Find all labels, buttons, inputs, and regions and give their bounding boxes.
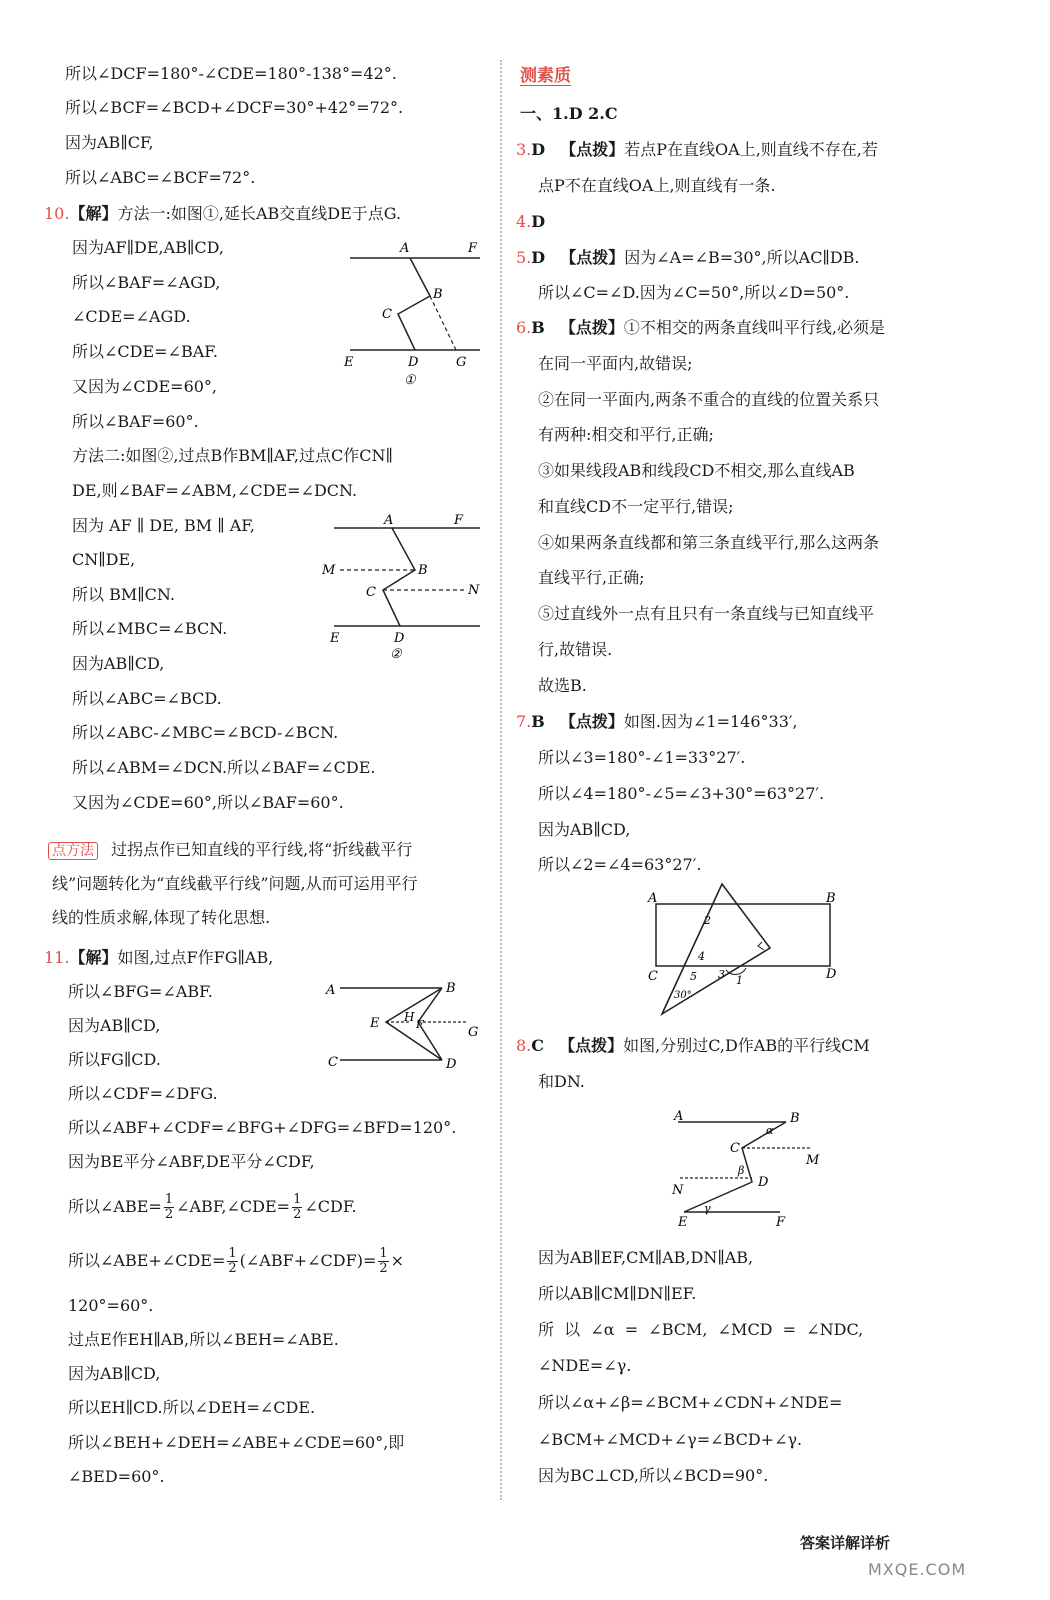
text-line: 行,故错误. [538,640,613,659]
text-line: 所以∠BEH+∠DEH=∠ABE+∠CDE=60°,即 [68,1433,405,1452]
label-B: B [433,287,443,302]
text-line: 所以∠α+∠β=∠BCM+∠CDN+∠NDE= [538,1393,843,1412]
label-angle-3: 3 [718,968,725,981]
text-line: ④如果两条直线都和第三条直线平行,那么这两条 [538,533,880,552]
question-11-header [44,948,273,968]
text-line: 120°=60°. [68,1296,154,1315]
text-span: (∠ABF+∠CDF)= [239,1251,377,1270]
text-line: 所以∠BAF=60°. [72,412,199,431]
text-line: 因为BC⊥CD,所以∠BCD=90°. [538,1466,769,1485]
solution-tag: 【解】 [69,948,118,967]
label-angle-4: 4 [698,950,705,963]
answer: B [531,318,545,337]
label-E: E [330,631,340,646]
label-C: C [328,1055,338,1070]
text-line: 所以∠BAF=∠AGD, [72,273,221,292]
label-A: A [648,891,658,906]
text-span: 所以∠ABE+∠CDE= [68,1251,226,1270]
text-line: ∠CDE=∠AGD. [72,307,191,326]
hint-tag: 【点拨】 [560,248,625,267]
label-A: A [326,983,336,998]
text-line: ⑤过直线外一点有且只有一条直线与已知直线平 [538,604,875,623]
text-line: 因为AB∥EF,CM∥AB,DN∥AB, [538,1248,754,1267]
sum-angle-line [68,1244,404,1278]
half-angle-line [68,1190,357,1224]
question-number: 3. [516,140,532,159]
text-line: 和DN. [538,1072,585,1091]
text-line: 所 以 ∠α = ∠BCM, ∠MCD = ∠NDC, [538,1320,864,1339]
question-10-header [44,204,401,224]
solution-tag: 【解】 [69,204,118,223]
text-span: ①不相交的两条直线叫平行线,必须是 [623,318,885,337]
text-line: 因为AB∥CD, [538,820,631,839]
text-line: 所以∠BCF=∠BCD+∠DCF=30°+42°=72°. [65,98,404,117]
text-span: 因为∠A=∠B=30°,所以AC∥DB. [624,248,860,267]
figure-q8 [660,1106,830,1234]
text-line: 所以∠2=∠4=63°27′. [538,855,702,874]
question-number: 6. [516,318,532,337]
label-angle-1: 1 [736,974,743,987]
text-line: 所以∠ABC-∠MBC=∠BCD-∠BCN. [72,723,339,742]
label-B: B [446,981,456,996]
text-line: 因为 AF ∥ DE, BM ∥ AF, [72,516,255,535]
label-F: F [454,513,464,528]
text-line: 因为AB∥CD, [68,1016,161,1035]
figure-q11 [322,976,487,1072]
question-number: 8. [516,1036,532,1055]
label-F: F [468,241,478,256]
question-6 [516,318,885,338]
label-A: A [400,241,410,256]
hint-tag: 【点拨】 [560,140,625,159]
label-B: B [826,891,836,906]
answer: D [531,140,546,159]
label-N: N [672,1183,684,1198]
text-line: 过点E作EH∥AB,所以∠BEH=∠ABE. [68,1330,339,1349]
text-line: 故选B. [538,676,587,695]
text-line: 因为AB∥CD, [72,654,165,673]
question-4 [516,212,545,232]
text-line: 所以∠ABC=∠BCD. [72,689,222,708]
tip-text-line: 线”问题转化为“直线截平行线”问题,从而可运用平行 [52,874,418,893]
question-number: 4. [516,212,532,231]
text-line: 所以∠DCF=180°-∠CDE=180°-138°=42°. [65,64,397,83]
answer: D [531,212,546,231]
text-line: 所以 BM∥CN. [72,585,175,604]
text-span: 所以∠ABE= [68,1197,162,1216]
text-line: 所以AB∥CM∥DN∥EF. [538,1284,697,1303]
label-D: D [826,967,837,982]
text-line: 点P不在直线OA上,则直线有一条. [538,176,776,195]
label-B: B [418,563,428,578]
label-N: N [468,583,480,598]
question-3 [516,140,878,160]
text-line: 所以∠MBC=∠BCN. [72,619,228,638]
watermark: MXQE.COM [868,1560,967,1579]
text-span: × [390,1251,405,1270]
text-line: 又因为∠CDE=60°,所以∠BAF=60°. [72,793,344,812]
text-line: 所以∠ABM=∠DCN.所以∠BAF=∠CDE. [72,758,376,777]
text-line: 所以EH∥CD.所以∠DEH=∠CDE. [68,1398,316,1417]
text-line: CN∥DE, [72,550,136,569]
label-G: G [456,355,467,370]
hint-tag: 【点拨】 [559,318,624,337]
label-D: D [758,1175,769,1190]
text-line: ∠BCM+∠MCD+∠γ=∠BCD+∠γ. [538,1430,803,1449]
text-span: ∠ABF,∠CDE= [176,1197,291,1216]
answer: C [531,1036,544,1055]
label-gamma: γ [704,1202,711,1215]
text-line: 所以∠ABC=∠BCF=72°. [65,168,256,187]
text-line: 所以∠CDF=∠DFG. [68,1084,218,1103]
text-line: 又因为∠CDE=60°, [72,377,218,396]
text-line: 因为BE平分∠ABF,DE平分∠CDF, [68,1152,315,1171]
label-C: C [648,969,658,984]
text-line: 所以∠3=180°-∠1=33°27′. [538,748,746,767]
label-D: D [408,355,419,370]
text-line: 所以∠C=∠D.因为∠C=50°,所以∠D=50°. [538,283,850,302]
text-line: ②在同一平面内,两条不重合的直线的位置关系只 [538,390,880,409]
label-C: C [382,307,392,322]
text-span: 如图,分别过C,D作AB的平行线CM [623,1036,870,1055]
question-number: 11. [44,948,70,967]
hint-tag: 【点拨】 [559,1036,624,1055]
text-span: ∠CDF. [304,1197,357,1216]
question-number: 5. [516,248,532,267]
text-line: 有两种:相交和平行,正确; [538,425,714,444]
label-A: A [674,1109,684,1124]
text-line: ③如果线段AB和线段CD不相交,那么直线AB [538,461,855,480]
question-5 [516,248,860,268]
fraction: $\frac{1}{2}$ [164,1192,174,1222]
label-E: E [678,1215,688,1230]
figure-caption: ② [390,647,402,662]
hint-tag: 【点拨】 [559,712,624,731]
question-number: 7. [516,712,532,731]
text-line: 和直线CD不一定平行,错误; [538,497,734,516]
label-E: E [344,355,354,370]
label-F: F [416,1018,424,1031]
figure-1 [340,236,490,392]
label-angle-2: 2 [704,914,711,927]
method-tip [48,840,412,861]
label-M: M [322,563,336,578]
label-A: A [384,513,394,528]
label-angle-5: 5 [690,970,697,983]
tip-text-line: 过拐点作已知直线的平行线,将“折线截平行 [111,840,413,859]
label-B: B [790,1111,800,1126]
label-G: G [468,1025,479,1040]
label-alpha: α [766,1124,774,1137]
text-span: 若点P在直线OA上,则直线不存在,若 [624,140,878,159]
figure-caption: ① [404,373,416,388]
text-line: 因为AB∥CF, [65,133,154,152]
text-line: DE,则∠BAF=∠ABM,∠CDE=∠DCN. [72,481,358,500]
label-D: D [446,1057,457,1072]
fraction: $\frac{1}{2}$ [228,1246,237,1276]
text-line: 因为AB∥CD, [68,1364,161,1383]
text-line: ∠BED=60°. [68,1467,165,1486]
label-M: M [806,1153,820,1168]
footer-label: 答案详解详析 [800,1534,891,1552]
text-line: 所以∠CDE=∠BAF. [72,342,218,361]
label-H: H [404,1010,415,1024]
text-span: 如图.因为∠1=146°33′, [623,712,798,731]
answer: B [531,712,545,731]
text-line: 直线平行,正确; [538,568,645,587]
label-F: F [776,1215,786,1230]
method-1-intro: 方法一:如图①,延长AB交直线DE于点G. [117,204,402,223]
fraction: $\frac{1}{2}$ [379,1246,388,1276]
text-line: ∠NDE=∠γ. [538,1356,632,1375]
tip-text-line: 线的性质求解,体现了转化思想. [52,908,271,927]
text-line: 因为AF∥DE,AB∥CD, [72,238,224,257]
label-beta: β [738,1164,745,1177]
method-tip-badge: 点方法 [48,842,98,860]
fraction: $\frac{1}{2}$ [293,1192,302,1222]
answer: D [531,248,546,267]
text-line: 所以FG∥CD. [68,1050,161,1069]
answers-1-2: 一、1.D 2.C [520,104,618,123]
figure-q7 [640,880,860,1020]
figure-2 [320,512,490,664]
section-title: 测素质 [520,66,571,86]
q11-intro: 如图,过点F作FG∥AB, [117,948,274,967]
question-8 [516,1036,870,1056]
text-line: 在同一平面内,故错误; [538,354,693,373]
label-C: C [730,1141,740,1156]
label-C: C [366,585,376,600]
column-divider [500,60,502,1500]
question-number: 10. [44,204,70,223]
label-angle-30: 30° [674,990,692,1001]
text-line: 所以∠BFG=∠ABF. [68,982,213,1001]
text-line: 所以∠ABF+∠CDF=∠BFG+∠DFG=∠BFD=120°. [68,1118,457,1137]
label-D: D [394,631,405,646]
question-7 [516,712,798,732]
text-line: 方法二:如图②,过点B作BM∥AF,过点C作CN∥ [72,446,393,465]
label-E: E [370,1016,380,1031]
text-line: 所以∠4=180°-∠5=∠3+30°=63°27′. [538,784,825,803]
